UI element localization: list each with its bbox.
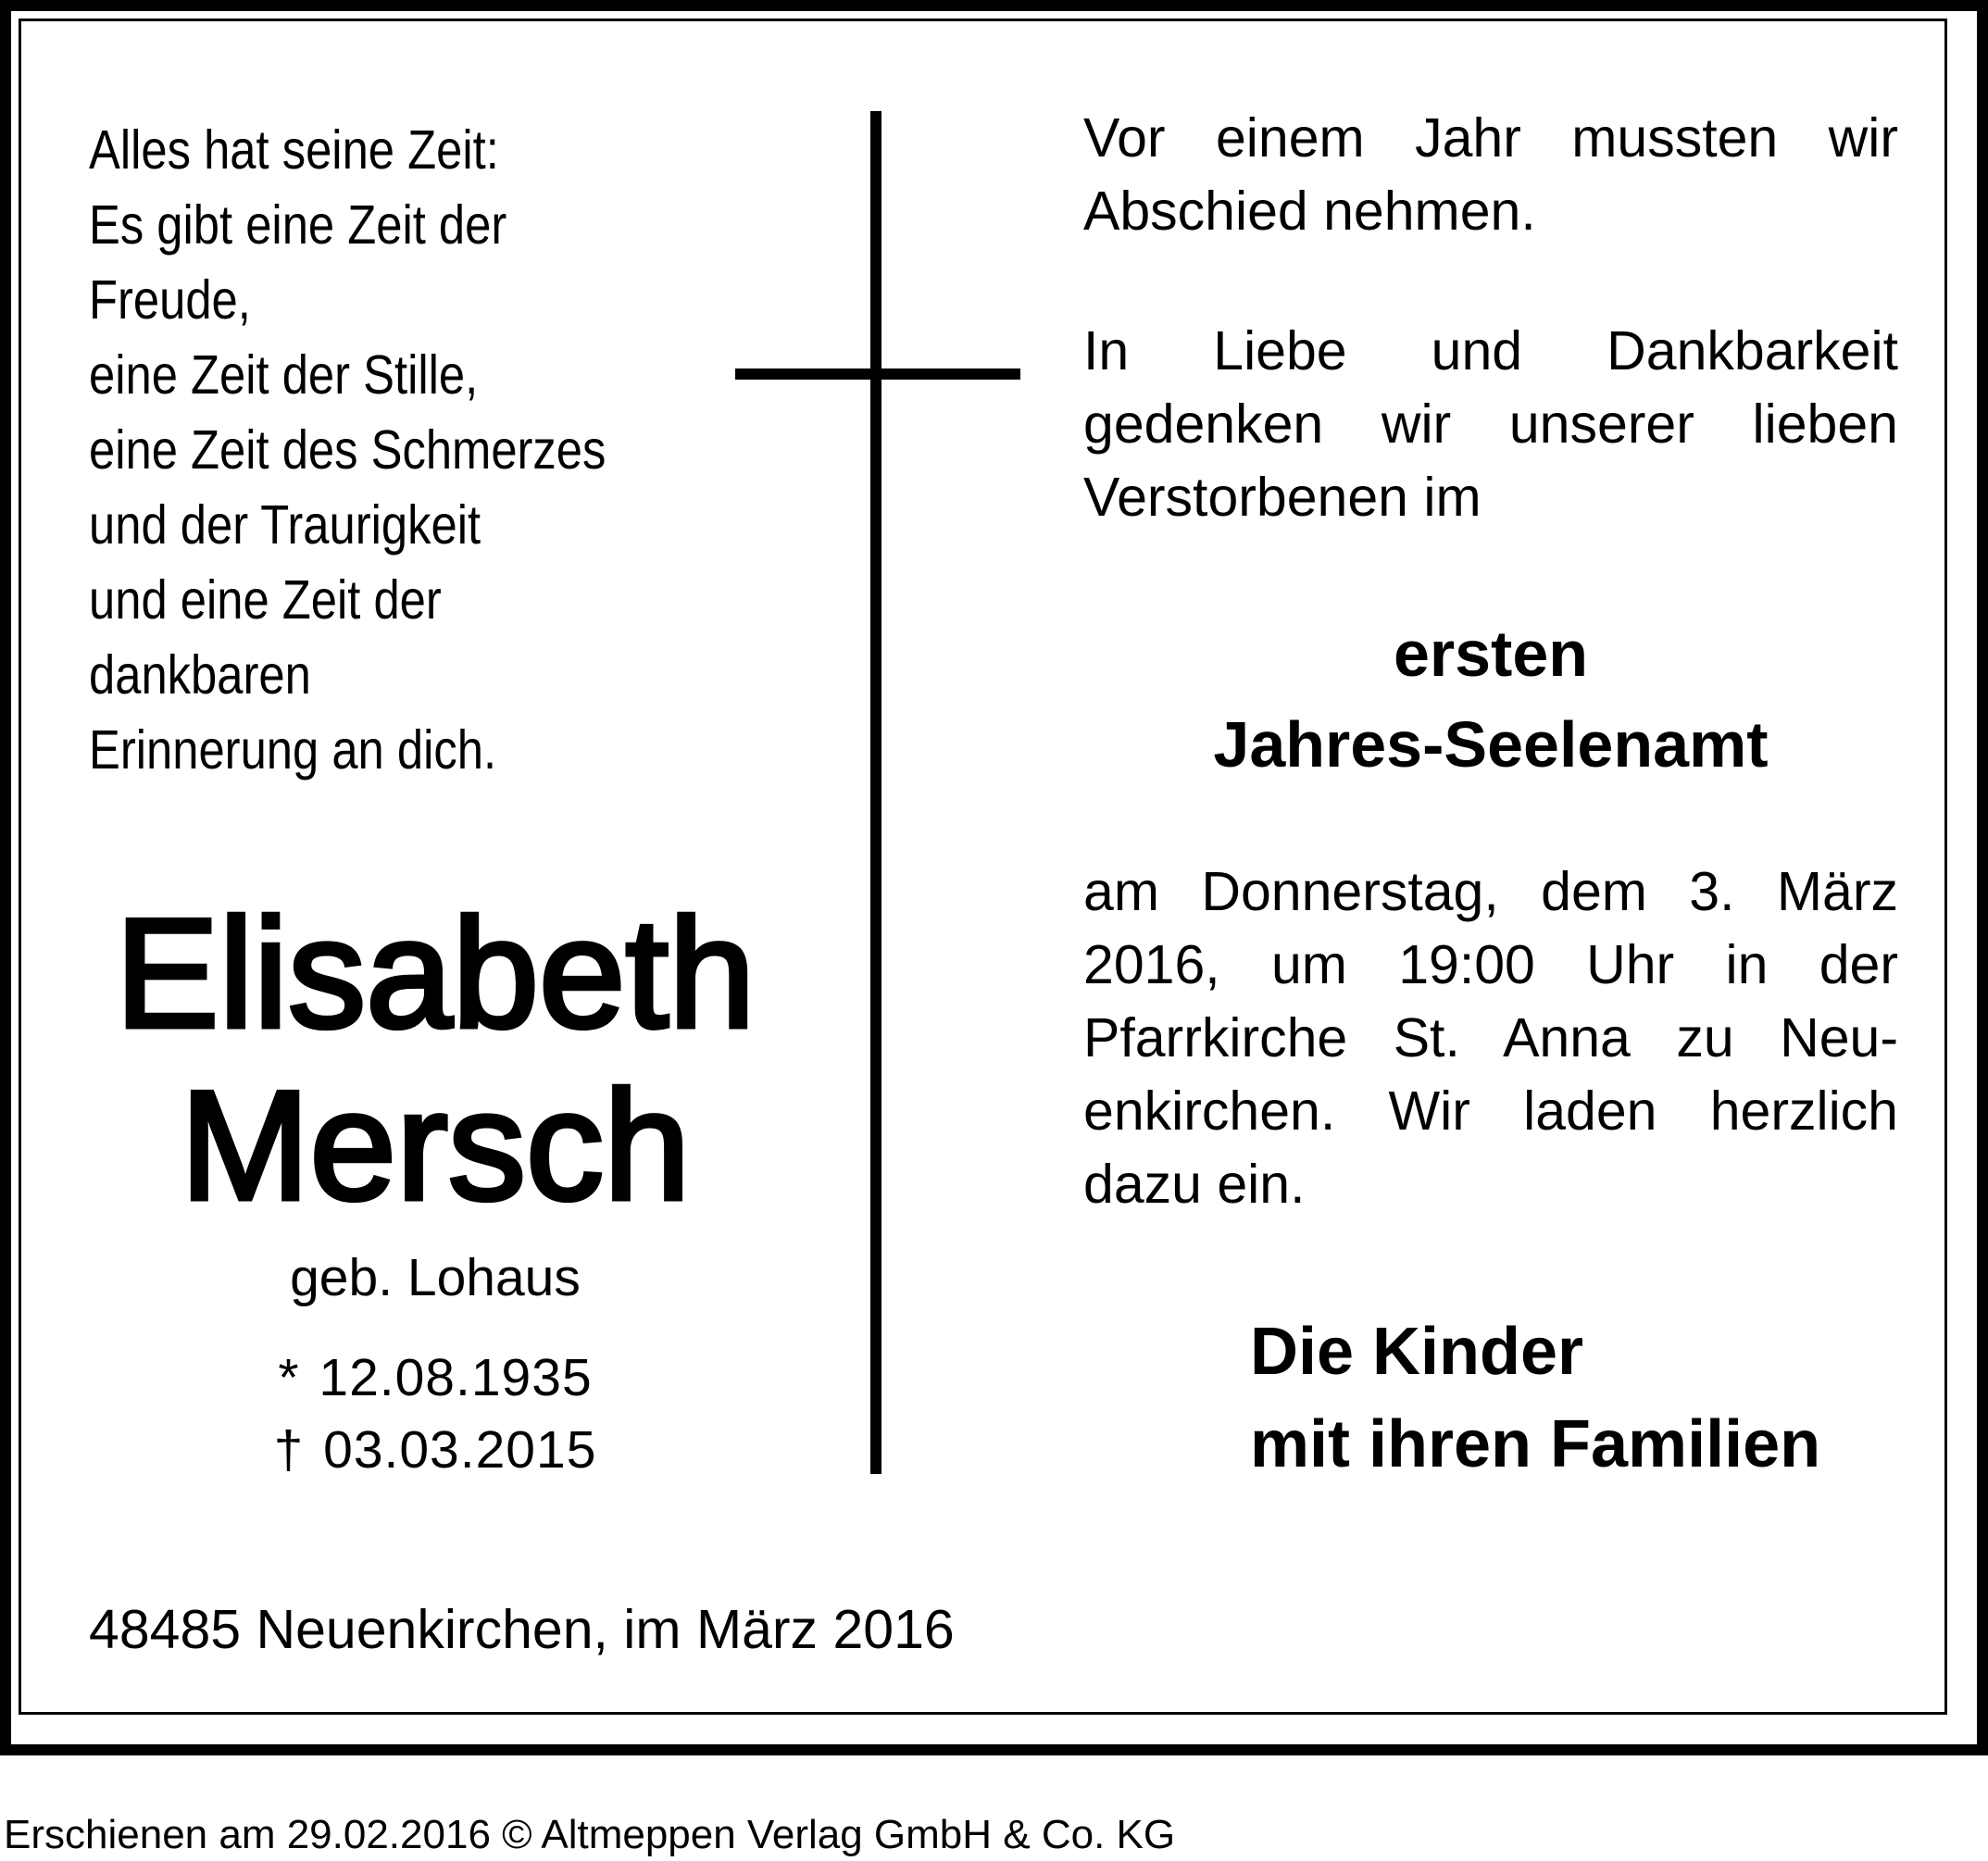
poem-text: Alles hat seine Zeit: Es gibt eine Zeit der Freude, eine Zeit der Stille, eine Zeit des Schmerzes und der Traurigkeit und eine Zeit der dankbaren Erinnerung an dich. xyxy=(89,119,606,781)
cross-horizontal-bar xyxy=(735,368,1020,380)
intro-paragraph: Vor einem Jahr mussten wir Abschied nehmen. xyxy=(1083,107,1898,242)
service-title-line1: ersten xyxy=(1393,618,1589,690)
service-details-paragraph: am Donnerstag, dem 3. März 2016, um 19:00 Uhr in der Pfarrkirche St. Anna zu Neu-enkirchen. Wir laden herzlich dazu ein. xyxy=(1083,861,1898,1215)
service-title-line2: Jahres-Seelenamt xyxy=(1213,708,1769,781)
cross-vertical-bar xyxy=(870,111,881,1474)
place-and-date: 48485 Neuenkirchen, im März 2016 xyxy=(89,1599,955,1660)
publication-footer: Erschienen am 29.02.2016 © Altmeppen Verlag GmbH & Co. KG xyxy=(4,1812,1176,1857)
deceased-first-name: Elisabeth xyxy=(115,886,756,1060)
signature-line2: mit ihren Familien xyxy=(1250,1407,1821,1481)
remembrance-paragraph: In Liebe und Dankbarkeit gedenken wir unserer lieben Verstorbenen im xyxy=(1083,320,1898,528)
death-date: † 03.03.2015 xyxy=(273,1420,597,1480)
maiden-name: geb. Lohaus xyxy=(290,1248,581,1307)
signature-line1: Die Kinder xyxy=(1250,1315,1584,1389)
birth-date: * 12.08.1935 xyxy=(278,1348,593,1407)
deceased-last-name: Mersch xyxy=(180,1058,691,1232)
